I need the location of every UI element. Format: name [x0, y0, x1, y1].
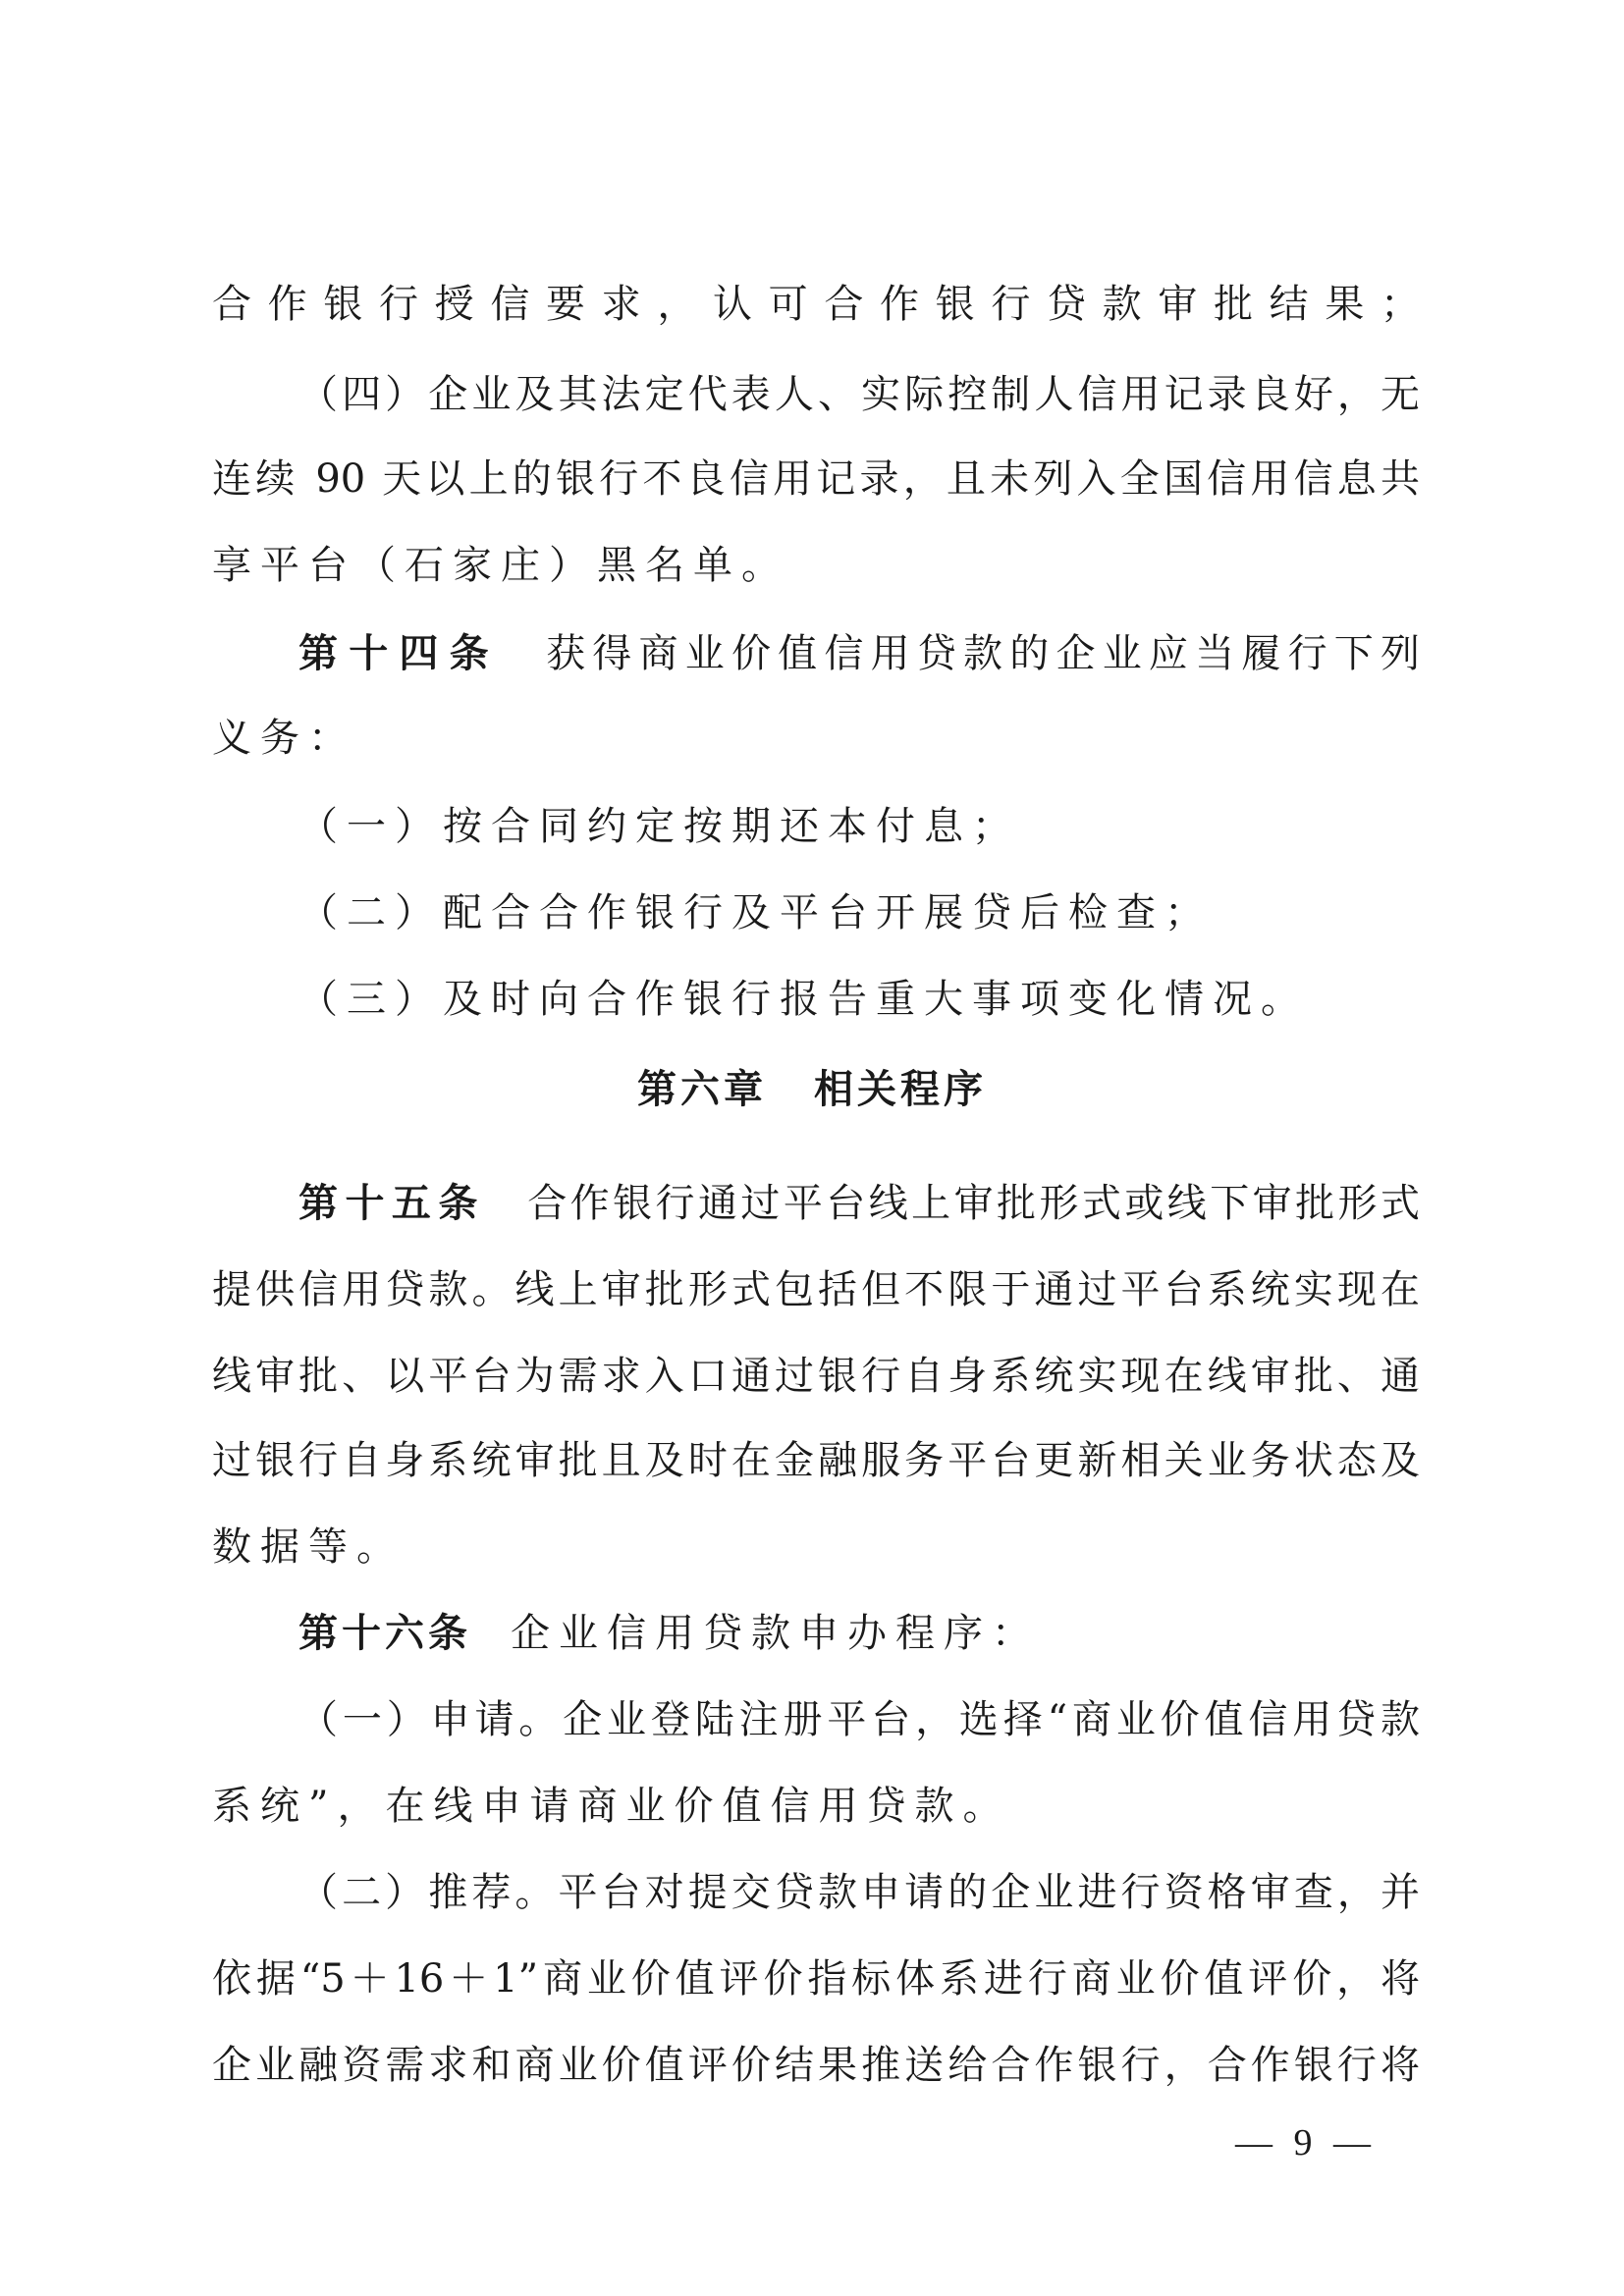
paragraph-line: 享平台（石家庄）黑名单。 — [212, 543, 789, 588]
paragraph-line: 企业融资需求和商业价值评价结果推送给合作银行，合作银行将 — [212, 2043, 1420, 2088]
page-number: — 9 — — [1235, 2122, 1377, 2163]
article-15-line — [298, 1176, 1420, 1231]
article-15-text: 合作银行通过平台线上审批形式或线下审批形式 — [523, 1181, 1420, 1226]
paragraph-line: 线审批、以平台为需求入口通过银行自身系统实现在线审批、通 — [212, 1354, 1420, 1399]
chapter-number: 第六章 — [637, 1066, 767, 1112]
article-14-line-2: 义务： — [212, 716, 356, 761]
article-16-item-1: （一）申请。企业登陆注册平台，选择“商业价值信用贷款 — [298, 1697, 1420, 1742]
article-14-item-2: （二）配合合作银行及平台开展贷后检查； — [298, 890, 1213, 935]
article-14-heading: 第十四条 — [298, 630, 500, 676]
article-14-item-1: （一）按合同约定按期还本付息； — [298, 804, 1020, 849]
chapter-heading — [0, 1062, 1624, 1117]
paragraph-line: 系统”，在线申请商业价值信用贷款。 — [212, 1784, 1011, 1829]
paragraph-line: （四）企业及其法定代表人、实际控制人信用记录良好，无 — [298, 372, 1420, 417]
paragraph-line: 合作银行授信要求，认可合作银行贷款审批结果； — [212, 282, 1420, 327]
article-14-item-3: （三）及时向合作银行报告重大事项变化情况。 — [298, 977, 1309, 1022]
paragraph-line: 提供信用贷款。线上审批形式包括但不限于通过平台系统实现在 — [212, 1267, 1420, 1312]
paragraph-line: 连续 90 天以上的银行不良信用记录，且未列入全国信用信息共 — [212, 456, 1420, 502]
chapter-title: 相关程序 — [814, 1066, 987, 1112]
article-15-heading: 第十五条 — [298, 1180, 485, 1226]
article-14-text: 获得商业价值信用贷款的企业应当履行下列 — [538, 631, 1420, 676]
article-16-item-2: （二）推荐。平台对提交贷款申请的企业进行资格审查，并 — [298, 1870, 1420, 1915]
paragraph-line: 数据等。 — [212, 1524, 405, 1570]
article-16-text: 企业信用贷款申办程序： — [511, 1611, 1040, 1656]
paragraph-line: 依据“5＋16＋1”商业价值评价指标体系进行商业价值评价，将 — [212, 1956, 1420, 2002]
paragraph-line: 过银行自身系统审批且及时在金融服务平台更新相关业务状态及 — [212, 1438, 1420, 1483]
article-14-line — [298, 626, 1420, 681]
article-16-heading: 第十六条 — [298, 1610, 471, 1656]
article-16-line — [298, 1606, 1420, 1661]
